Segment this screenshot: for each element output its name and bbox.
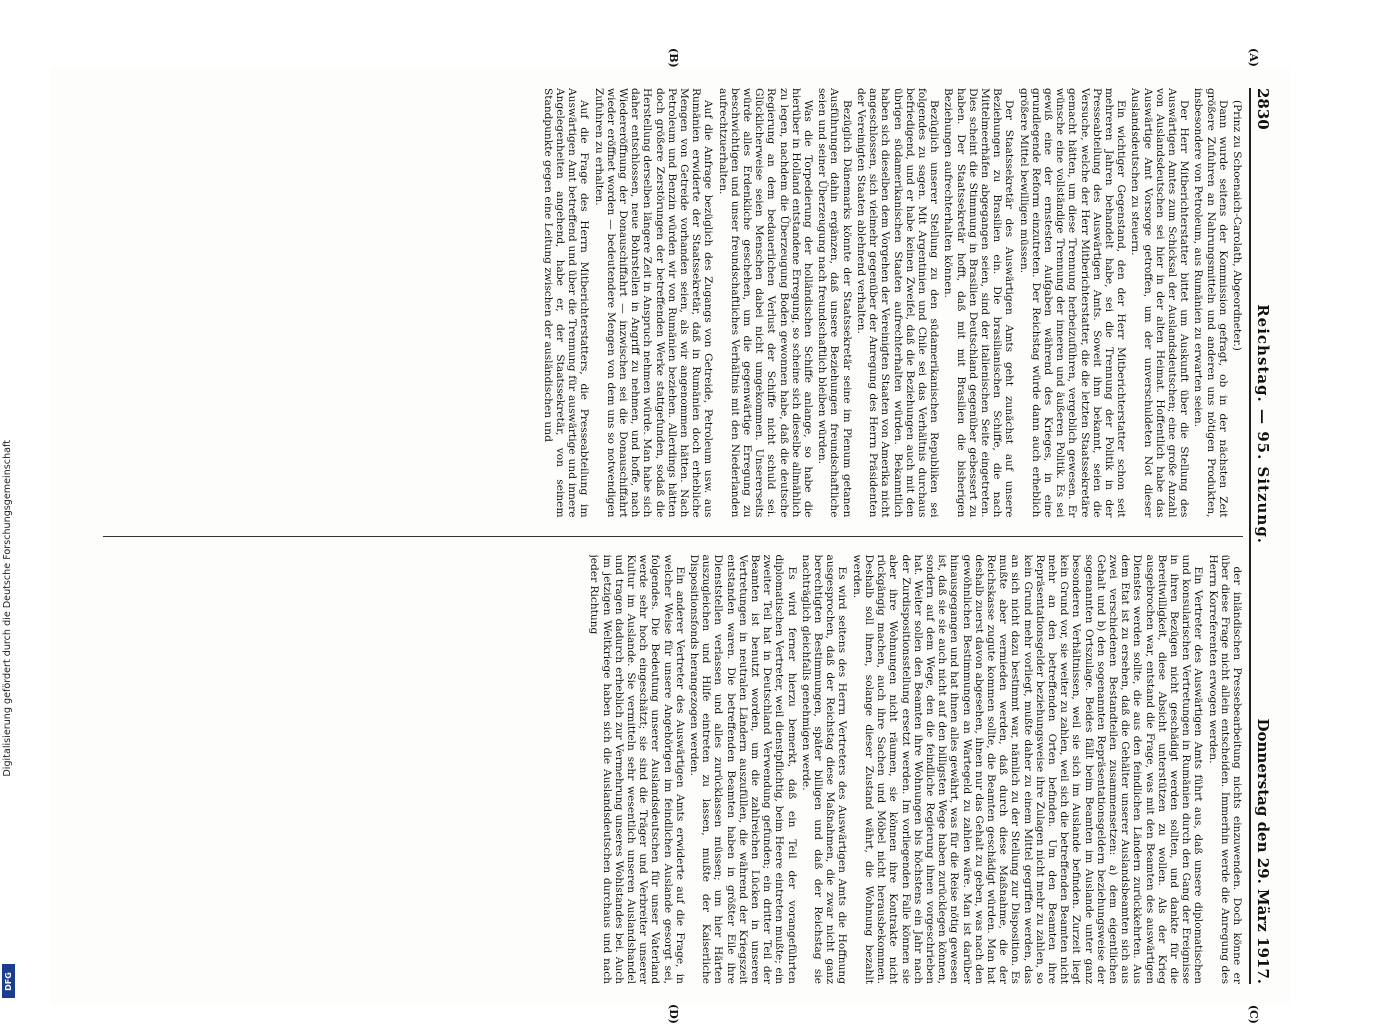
left-column xyxy=(103,88,1243,518)
page-header xyxy=(1249,88,1272,984)
margin-marker-d: (D) xyxy=(667,1004,680,1024)
paragraph: Was die Torpedierung der holländischen Schiffe anlange, so habe die hierüber in Holland entstandene Erregung, so scheine sich dieselbe allmählich zu legen, nachdem die Überzeugung Boden gewonnen habe, daß die deutsche Regierung an dem bedauerlichen Verlust der Schiffe nicht schuld sei. Glücklicherweise seien Menschen dabei nicht umgekommen. Unsererseits würde alles Erdenkliche geschehen, um die gegenwärtige Erregung zu beschwichtigen und unser freundschaftliches Verhältnis mit den Niederlanden aufrechtzuerhalten. xyxy=(716,88,815,518)
paragraph: Bezüglich unserer Stellung zu den südamerikanischen Republiken sei folgendes zu sagen. Mit Argentinien und Chile sei das Verhältnis durchaus befriedigend, und er habe keinen Zweifel, daß die Beziehungen auch mit den übrigen südamerikanischen Staaten aufrechterhalten würden. Bekanntlich haben sich dieselben dem Vorgehen der Vereinigten Staaten von Amerika nicht angeschlossen, sich vielmehr gegenüber der Anregung des Herrn Präsidenten der Vereinigten Staaten ablehnend verhalten. xyxy=(854,88,941,518)
text-columns xyxy=(103,88,1243,984)
paragraph: Auf die Anfrage bezüglich des Zugangs von Getreide, Petroleum usw. aus Rumänien erwiderte der Staatssekretär, daß in Rumänien doch erhebliche Mengen von Getreide vorhanden seien, als wir angenommen hätten. Nach Petroleum und Benzin würden wir von Rumänien beziehen. Allerdings hätten doch größere Zerstörungen der betreffenden Werke stattgefunden, sodaß die Herstellung derselben längere Zeit in Anspruch nehmen würde. Man habe sich daher entschlossen, neue Bohrstellen in Angriff zu nehmen, und hoffe, nach Wiedereröffnung der Donauschiffahrt — inzwischen sei die Donauschiffahrt wieder eröffnet worden — bedeutendere Mengen von dem uns so notwendigen Zufuhren zu erhalten. xyxy=(592,88,715,518)
paragraph: Bezüglich Dänemarks könnte der Staatssekretär seine im Plenum getanen Ausführungen dahin ergänzen, daß unsere Beziehungen freundschaftliche seien und seiner Überzeugung nach freundschaftlich bleiben würden. xyxy=(816,88,853,518)
margin-marker-b: (B) xyxy=(667,48,680,68)
page-title: Reichstag. — 95. Sitzung. xyxy=(1254,304,1272,545)
paragraph: Der Staatssekretär des Auswärtigen Amts geht zunächst auf unsere Beziehungen zu Brasilien ein. Die brasilianischen Schiffe, die nach Mittelmeerhäfen abgegangen seien, sind der italienischen Seite eingetreten. Dies scheint die Stimmung in Brasilien Deutschland gegenüber gebessert zu haben. Der Staatssekretär hofft, daß mit mit Brasilien die bisherigen Beziehungen aufrechterhalten können. xyxy=(942,88,1016,518)
paragraph: Dann wurde seitens der Kommission gefragt, ob in der nächsten Zeit größere Zufuhren an Nahrungsmitteln und anderen uns nötigen Produkten, insbesondere von Petroleum, aus Rumänien zu erwarten seien. xyxy=(1192,88,1229,518)
paragraph: Ein anderer Vertreter des Auswärtigen Amts erwiderte auf die Frage, in welcher Weise für unsere Angehörigen im feindlichen Auslande gesorgt sei, folgendes. Die Bedeutung unserer Auslandsdeutschen für unser Vaterland werde sehr hoch eingeschätzt; sie sind die Träger und Verbreiter unserer Kultur im Auslande. Sie vermitteln sehr wesentlich unseren Auslandshandel und tragen dadurch erheblich zur Vermehrung unseres Wohlstandes bei. Auch im jetzigen Weltkriege haben sich die Auslandsdeutschen durchaus und nach jeder Richtung xyxy=(588,554,686,984)
page-date: Donnerstag den 29. März 1917. xyxy=(1254,718,1272,984)
newspaper-page xyxy=(50,48,1290,1024)
margin-marker-a: (A) xyxy=(1247,48,1260,67)
paragraph: Auf die Frage des Herrn Mitberichterstatters, die Presseabteilung im Auswärtigen Amt betreffend und über die Trennung für auswärtige und innere Angelegenheiten angehend, habe er, der Staatssekretär, von seinem Standpunkte gegen eine Leitung zwischen der ausländischen und xyxy=(541,88,591,518)
paragraph: Ein Vertreter des Auswärtigen Amts führt aus, daß unsere diplomatischen und konsularischen Vertretungen in Rumänien durch den Gang der Ereignisse in ihren Bezügen nicht geschädigt werden sollten, und dankte für die Bereitwilligkeit, diese Absicht unterstützen zu wollen. Als der Krieg ausgebrochen war, entstand die Frage, was mit den Beamten des auswärtigen Dienstes werden sollte, die aus den feindlichen Ländern zurückkehrten. Aus dem Etat ist zu ersehen, daß die Gehälter unserer Auslandsbeamten sich aus zwei verschiedenen Bestandteilen zusammensetzen: a) dem eigentlichen Gehalt und b) den sogenannten Repräsentationsgeldern beziehungsweise der sogenannten Ortszulage. Beides fällt beim Beamten im Auslande unter ganz besonderen Verhältnissen, weil sie sich im Auslande befinden. Zurzeit liegt kein Grund vor, sie weiter zu zahlen, weil sich die betreffenden Beamten nicht mehr an den betreffenden Orten befinden. Um den Beamten ihre Repräsentationsgelder beziehungsweise ihre Zulagen nicht mehr zu zahlen, so kein Grund mehr vorliegt, mußte daher zu einem Mittel gegriffen werden, das an sich nicht dazu bestimmt war, nämlich zu der Stellung zur Disposition. Es mußte aber vermieden werden, daß durch diese Maßnahme, die der Reichskasse zugute kommen sollte, die Beamten geschädigt würden. Man hat deshalb zuerst davon abgesehen, ihnen nur das Gehalt zu geben, was nach den gewöhnlichen Bestimmungen an Wartegeld zu zahlen wäre. Man ist darüber hinausgegangen und hat ihnen alles gewährt, was für die Reise nötig gewesen ist, daß sie sie auch nicht auf den billigsten Wege haben zurücklegen können, sondern auf dem Wege, den die feindliche Regierung ihnen vorgeschrieben hat. Weiter sollen den Beamten ihre Wohnungen bis höchstens ein Jahr nach der Zurdispositionsstellung ersetzt werden. Im vorliegenden Falle können sie aber ihre Wohnungen nicht räumen, sie können ihre Kontrakte nicht rückgängig machen, auch ihre Sachen und Möbel nicht herausbekommen. Deshalb soll ihnen, solange dieser Zustand währt, die Wohnung bezahlt werden. xyxy=(850,554,1205,984)
page-number: 2830 xyxy=(1254,88,1272,130)
paragraph: Es wird ferner hierzu bemerkt, daß ein Teil der vorangeführten diplomatischen Vertreter, weil dienstpflichtig, beim Heere eintreten mußte; ein zweiter Teil hat in Deutschland Verwendung gefunden; ein dritter Teil der Beamten ist benutzt worden, um die zahlreichen Lücken in unseren Vertretungen in neutralen Ländern auszufüllen, die während der Kriegszeit entstanden waren. Die betreffenden Beamten haben in größter Eile ihre Dienststellen verlassen und alles zurücklassen müssen; um hier Härten auszugleichen und Hilfe eintreten zu lassen, mußte der Kaiserliche Dispositionsfonds herangezogen werden. xyxy=(688,554,798,984)
paragraph: der inländischen Pressebearbeitung nichts einzuwenden. Doch könne er über diese Frage nicht allein entscheiden. Immerhin werde die Anregung des Herrn Korreferenten erwogen werden. xyxy=(1206,554,1243,984)
paragraph: (Prinz zu Schoenaich-Carolath, Abgeordneter.) xyxy=(1231,100,1243,351)
dfg-logo xyxy=(2,964,15,998)
right-column xyxy=(103,555,1243,985)
paragraph: Es wird seitens des Herrn Vertreters des Auswärtigen Amts die Hoffnung ausgesprochen, daß der Reichstag diese Maßnahmen, die zwar nicht ganz berechtigten Bestimmungen, später billigen und daß der Reichstag sie nachträglich gleichfalls genehmigen werde. xyxy=(799,554,849,984)
column-divider xyxy=(103,536,1243,537)
paragraph: Der Herr Mitberichterstatter bittet um Auskunft über die Stellung des Auswärtigen Amtes zum Schicksal der Auslandsdeutschen; eine große Anzahl von Auslandsdeutschen sei hier in der alten Heimat. Hoffentlich habe das Auswärtige Amt Vorsorge getroffen, um der unverschuldeten Not dieser Auslandsdeutschen zu steuern. xyxy=(1129,88,1191,518)
margin-marker-c: (C) xyxy=(1247,1004,1260,1024)
paragraph: Ein wichtiger Gegenstand, den der Herr Mitberichterstatter schon seit mehreren Jahren behandelt habe, sei die Trennung der Politik in der Presseabteilung des Auswärtigen Amts. Soweit ihm bekannt, seien die Versuche, welche der Herr Mitberichterstatter, die die letzten Staatssekretäre gemacht hätten, um diese Trennung herbeizuführen, vergeblich gewesen. Er wünsche eine vollständige Trennung der inneren und äußeren Politik. Es sei gewiß eine der ernstesten Aufgaben während des Krieges, in eine grundlegende Reform einzutreten. Der Reichstag würde dann auch erheblich größere Mittel bewilligen müssen. xyxy=(1017,88,1128,518)
dfg-logo-text: DFG xyxy=(4,971,14,991)
funding-note: Digitalisierung gefördert durch die Deutsche Forschungsgemeinschaft xyxy=(2,440,13,777)
